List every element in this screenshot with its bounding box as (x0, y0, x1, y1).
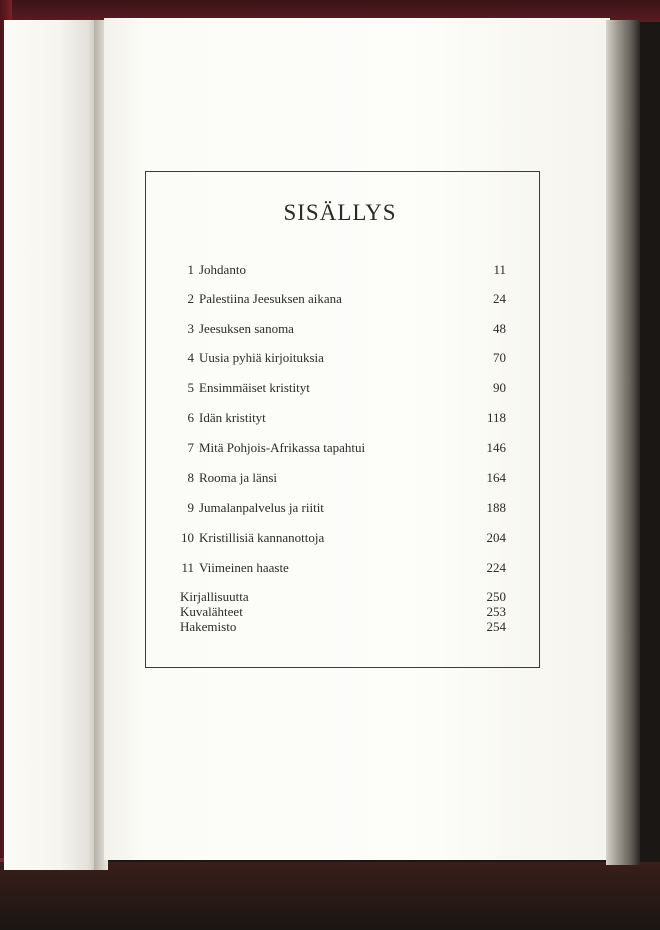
chapter-title: Palestiina Jeesuksen aikana (199, 291, 342, 306)
chapter-title: Idän kristityt (199, 410, 266, 425)
chapter-title: Uusia pyhiä kirjoituksia (199, 350, 324, 365)
chapter-title: Ensimmäiset kristityt (199, 380, 310, 395)
page-block-edge (606, 20, 640, 865)
appendix-page: 250 (486, 589, 506, 604)
chapter-number: 6 (187, 410, 194, 425)
appendix-title: Kuvalähteet (180, 604, 243, 619)
chapter-page: 48 (493, 321, 506, 336)
chapter-page: 224 (486, 560, 506, 575)
appendix-title: Kirjallisuutta (180, 589, 249, 604)
chapter-title: Johdanto (199, 262, 246, 277)
chapter-number: 10 (181, 530, 194, 545)
chapter-number: 8 (187, 470, 194, 485)
chapter-page: 146 (486, 440, 506, 455)
chapter-title: Jumalanpalvelus ja riitit (199, 500, 324, 515)
toc-title: SISÄLLYS (283, 200, 397, 225)
chapter-number: 7 (187, 440, 194, 455)
appendix-page: 253 (486, 604, 506, 619)
chapter-page: 11 (493, 262, 506, 277)
book-cover-bottom (0, 862, 660, 930)
chapter-number: 11 (181, 560, 194, 575)
chapter-number: 4 (187, 350, 194, 365)
chapter-page: 204 (486, 530, 506, 545)
chapter-title: Kristillisiä kannanottoja (199, 530, 325, 545)
appendix-page: 254 (486, 619, 506, 634)
chapter-page: 164 (486, 470, 506, 485)
chapter-number: 3 (187, 321, 194, 336)
chapter-title: Viimeinen haaste (199, 560, 289, 575)
chapter-number: 5 (187, 380, 194, 395)
chapter-number: 1 (187, 262, 194, 277)
chapter-title: Jeesuksen sanoma (199, 321, 294, 336)
left-page (4, 20, 96, 870)
chapter-page: 90 (493, 380, 506, 395)
chapter-page: 188 (486, 500, 506, 515)
chapter-title: Rooma ja länsi (199, 470, 277, 485)
chapter-title: Mitä Pohjois-Afrikassa tapahtui (199, 440, 366, 455)
appendix-title: Hakemisto (180, 619, 237, 634)
chapter-page: 24 (493, 291, 506, 306)
chapter-number: 9 (187, 500, 194, 515)
chapter-page: 70 (493, 350, 506, 365)
chapter-page: 118 (486, 410, 506, 425)
chapter-number: 2 (187, 291, 194, 306)
